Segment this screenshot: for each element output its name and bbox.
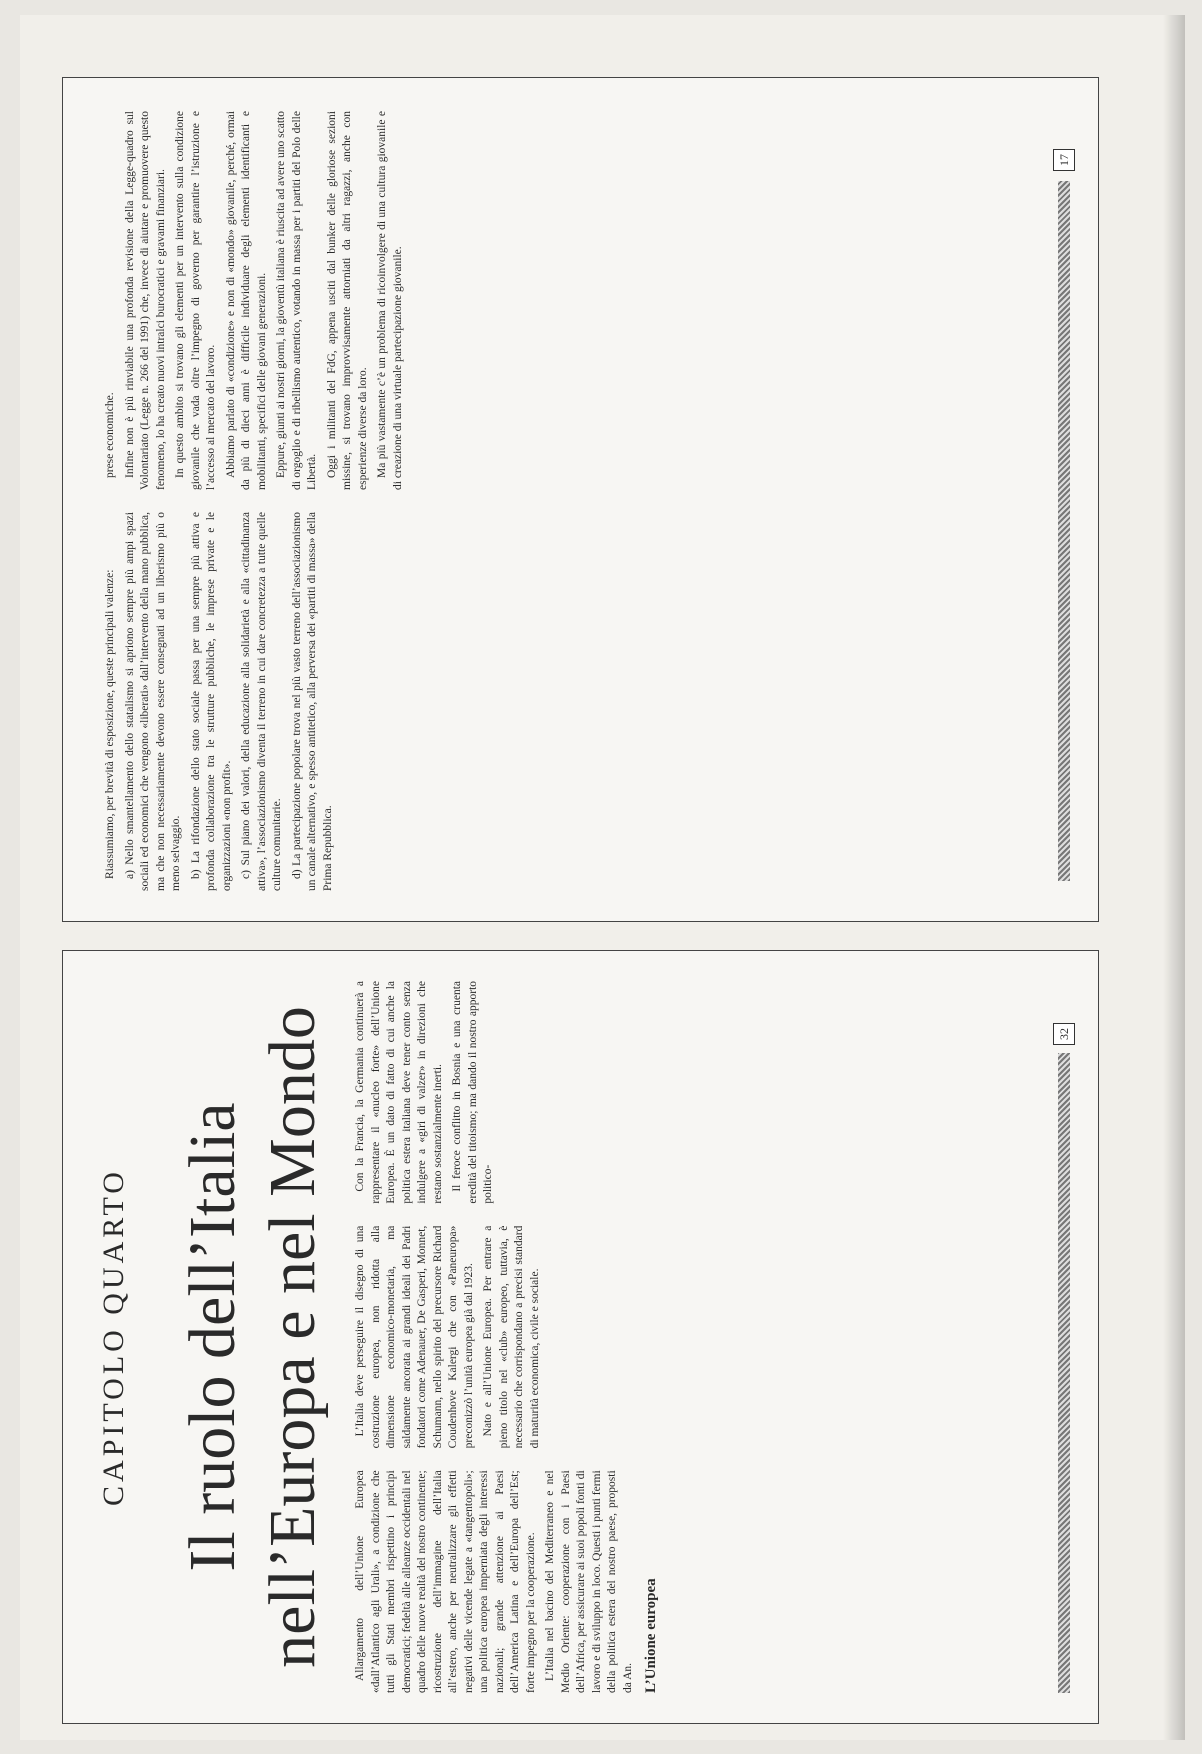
page-edge-shadow: [1163, 15, 1185, 1740]
page-number: 17: [1053, 149, 1075, 171]
paragraph: Abbiamo parlato di «condizione» e non di «mondo» giovanile, perché, ormai da più di dieci anni è difficile individuare degli elementi identificanti e mobilitanti, specifici delle giovani generazioni.: [224, 111, 268, 490]
chapter-label: CAPITOLO QUARTO: [97, 1168, 130, 1506]
paragraph: b) La rifondazione dello stato sociale passa per una sempre più attiva e profonda collaborazione tra le strutture pubbliche, le imprese private e le organizzazioni «non profit».: [189, 512, 233, 891]
paragraph: Ma più vastamente c’è un problema di ricoinvolgere di una cultura giovanile e di creazione di una virtuale partecipazione giovanile.: [376, 111, 404, 490]
page-number: 32: [1053, 1023, 1075, 1045]
paragraph: Allargamento dell’Unione Europea «dall’Atlantico agli Urali», a condizione che tutti gli Stati membri rispettino i principi democratici; fedeltà alle alleanze occidentali nel quadro delle nuove realtà del nostro continente; ricostruzione dell’immagine dell’Italia all’estero, anche per neutralizzare gli effetti negativi delle vicende legate a «tangentopoli»; una politica europea imperniata degli interessi nazionali; grande attenzione ai Paesi dell’America Latina e dell’Europa dell’Est; forte impegno per la cooperazione.: [354, 1470, 537, 1693]
chapter-title-line-2: nell’Europa e nel Mondo: [256, 1006, 329, 1668]
paragraph: Con la Francia, la Germania continuerà a rappresentare il «nucleo forte» dell’Unione Europea. È un dato di fatto di cui anche la politica estera italiana deve tener conto senza indulgere a «giri di valzer» in direzioni che restano sostanzialmente inerti.: [354, 980, 444, 1204]
left-column-1: [353, 1470, 1033, 1693]
right-page: [62, 77, 1099, 922]
paragraph: a) Nello smantellamento dello statalismo si apriono sempre più ampi spazi sociali ed economici che vengono «liberati» dall’intervento della mano pubblica, ma che non necessariamente devono essere consegnati ad un liberismo più o meno selvaggio.: [123, 512, 182, 891]
chapter-title-line-1: Il ruolo dell’Italia: [176, 1102, 249, 1572]
paragraph: L’Italia nel bacino del Mediterraneo e nel Medio Oriente: cooperazione con i Paesi dell’Africa, per assicurare ai suoi popoli fonti di lavoro e di sviluppo in loco. Questi i punti fermi della politica estera del nostro paese, proposti da An.: [544, 1470, 634, 1693]
paragraph: In questo ambito si trovano gli elementi per un intervento sulla condizione giovanile che vada oltre l’impegno di governo per garantire l’istruzione e l’accesso al mercato del lavoro.: [174, 111, 217, 490]
decorative-rule: [1058, 181, 1070, 881]
paragraph: Eppure, giunti ai nostri giorni, la gioventù italiana è riuscita ad avere uno scatto di orgoglio e di ribellismo autentico, votando in massa per i partiti del Polo delle Libertà.: [275, 111, 318, 490]
paragraph: Nato e all’Unione Europea. Per entrare a pieno titolo nel «club» europeo, tuttavia, è necessario che corrispondano a precisi standard di maturità economica, civile e sociale.: [482, 1225, 541, 1449]
paragraph: Infine non è più rinviabile una profonda revisione della Legge-quadro sul Volontariato (Legge n. 266 del 1991) che, invece di aiutare e promuovere questo fenomeno, lo ha creato nuovi intralci burocratici e gravami finanziari.: [123, 111, 167, 490]
right-column-1: [103, 512, 1013, 891]
left-column-3: [353, 981, 1033, 1204]
paragraph: Oggi i militanti del FdG, appena usciti dal bunker delle gloriose sezioni missine, si trovano improvvisamente attorniati da altri ragazzi, anche con esperienze diverse da loro.: [325, 111, 369, 490]
left-columns: [353, 981, 1033, 1693]
paragraph: L’Italia deve perseguire il disegno di una costruzione europea, non ridotta alla dimensione economico-monetaria, ma saldamente ancorata ai grandi ideali dei Padri fondatori come Adenauer, De Gasperi, Monnet, Schumann, nello spirito del precursore Richard Coudenhove Kalergi che con «Paneuropa» preconizzò l’unità europea già dal 1923.: [354, 1225, 475, 1449]
paragraph: c) Sul piano dei valori, della educazione alla solidarietà e alla «cittadinanza attiva», l’associazionismo diventa il terreno in cui dare concretezza a tutte quelle culture comunitarie.: [240, 512, 283, 891]
paragraph: d) La partecipazione popolare trova nel più vasto terreno dell’associazionismo un canale alternativo, e spesso antitetico, alla perversa dei «partiti di massa» della Prima Repubblica.: [290, 512, 334, 891]
paragraph: prese economiche.: [104, 392, 116, 478]
right-column-2: [103, 111, 1013, 490]
section-heading: L’Unione europea: [643, 1578, 659, 1693]
chapter-title: [173, 951, 333, 1723]
paragraph: Riassumiamo, per brevità di esposizione, queste principali valenze:: [104, 569, 116, 879]
right-columns: [103, 111, 1013, 891]
decorative-rule: [1058, 1053, 1070, 1693]
left-column-2: [353, 1226, 1033, 1449]
scan-sheet: [20, 15, 1185, 1740]
left-page-content: [63, 951, 1098, 1723]
left-page: [62, 950, 1099, 1724]
paragraph: Il feroce conflitto in Bosnia e una cruenta eredità del titoismo; ma dando il nostro apporto politico-: [451, 980, 494, 1204]
right-page-content: [63, 78, 1098, 921]
